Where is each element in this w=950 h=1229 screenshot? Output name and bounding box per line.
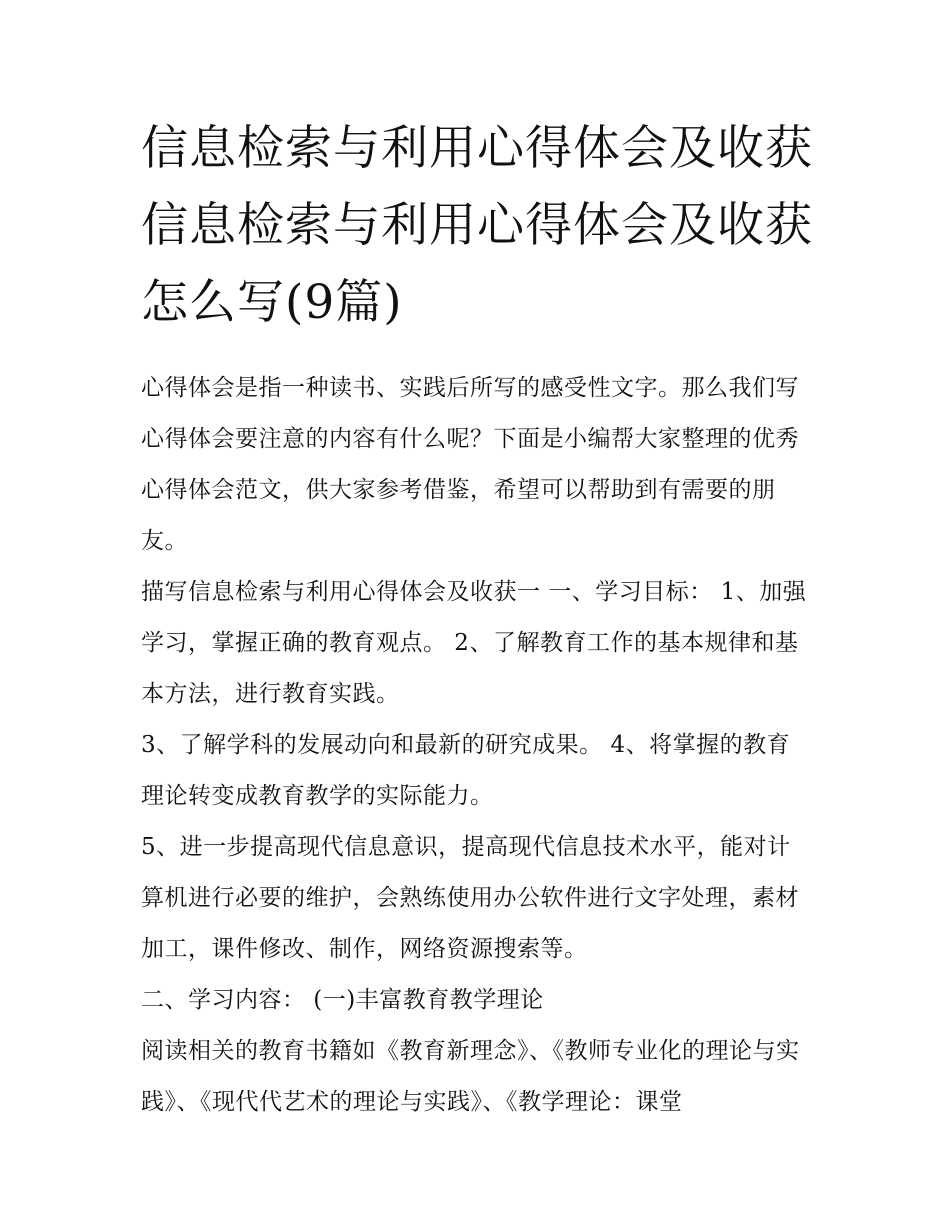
paragraph-intro: 心得体会是指一种读书、实践后所写的感受性文字。那么我们写心得体会要注意的内容有什么呢？下面是小编帮大家整理的优秀心得体会范文，供大家参考借鉴，希望可以帮助到有需要的朋友。 — [141, 375, 799, 554]
document-title: 信息检索与利用心得体会及收获 信息检索与利用心得体会及收获怎么写(9篇) — [141, 121, 813, 330]
paragraph-learning-goals: 描写信息检索与利用心得体会及收获一 一、学习目标： 1、加强学习，掌握正确的教育观点。 2、了解教育工作的基本规律和基本方法，进行教育实践。 — [141, 579, 807, 707]
paragraph-reading-list: 阅读相关的教育书籍如《教育新理念》、《教师专业化的理论与实践》、《现代代艺术的理论与实践》、《教学理论：课堂 — [141, 1038, 800, 1115]
paragraph-learning-content: 二、学习内容： (一)丰富教育教学理论 — [141, 987, 544, 1013]
document-page — [141, 110, 813, 1128]
paragraph-goal-5: 5、进一步提高现代信息意识，提高现代信息技术水平，能对计算机进行必要的维护，会熟练使用办公软件进行文字处理，素材加工，课件修改、制作，网络资源搜索等。 — [141, 834, 799, 962]
paragraph-goal-3-4: 3、了解学科的发展动向和最新的研究成果。 4、将掌握的教育理论转变成教育教学的实际能力。 — [141, 732, 791, 809]
